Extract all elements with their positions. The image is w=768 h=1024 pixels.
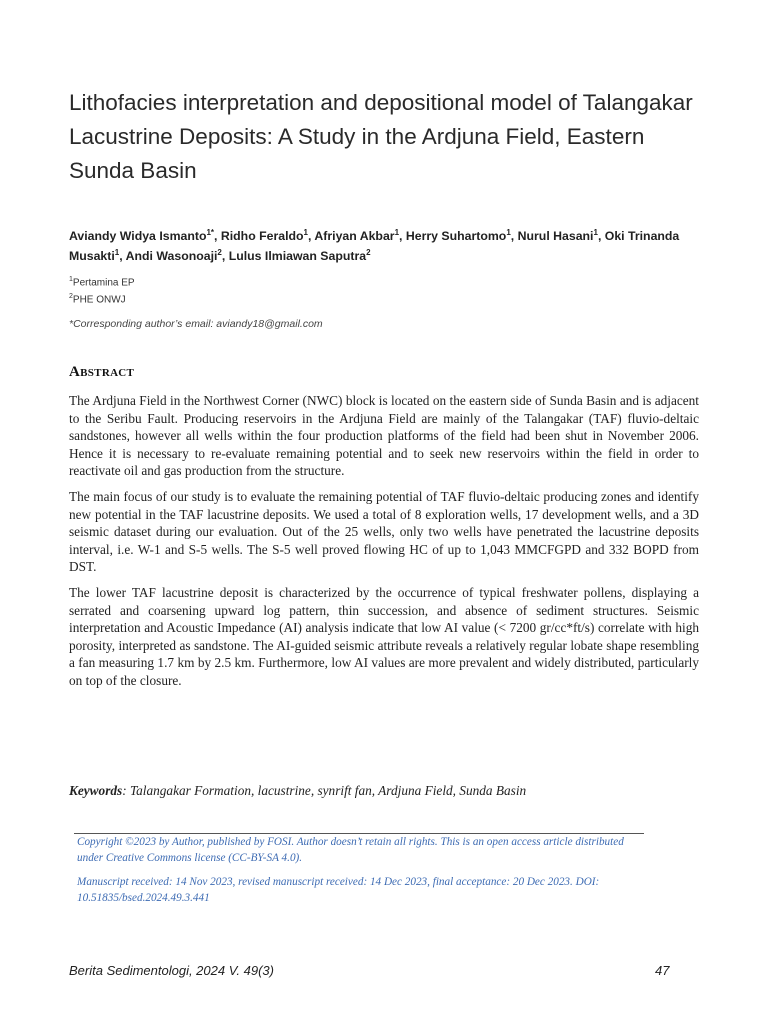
abstract-heading: Abstract xyxy=(69,364,135,380)
article-title: Lithofacies interpretation and depositional model of Talangakar Lacustrine Deposits: A Study in the Ardjuna Field, Eastern Sunda Basin xyxy=(69,90,693,183)
author: Nurul Hasani$^1$, xyxy=(517,227,605,243)
author: Herry Suhartomo$^1$, xyxy=(405,227,518,243)
author: Oki Trinanda Musakti$^1$, xyxy=(69,229,680,263)
keywords xyxy=(69,783,526,799)
author: Afriyan Akbar$^1$, xyxy=(314,227,406,243)
page-number: 47 xyxy=(655,963,670,978)
author: Lulus Ilmiawan Saputra$^2$ xyxy=(228,247,371,263)
manuscript-info: Manuscript received: 14 Nov 2023, revised manuscript received: 14 Dec 2023, final acceptance: 20 Dec 2023. DOI: 10.51835/bsed.2024.49.3.441 xyxy=(77,876,600,904)
journal-citation: Berita Sedimentologi, 2024 V. 49(3) xyxy=(69,963,274,978)
corresponding-email: *Corresponding author’s email: aviandy18@gmail.com xyxy=(69,318,323,330)
affiliation: $^2$PHE ONWJ xyxy=(69,293,126,306)
copyright-notice: Copyright ©2023 by Author, published by FOSI. Author doesn’t retain all rights. This is an open access article distributed under Creative Commons license (CC-BY-SA 4.0). xyxy=(77,836,624,864)
author: Andi Wasonoaji$^2$, xyxy=(125,247,229,263)
affiliation: $^1$Pertamina EP xyxy=(69,276,135,289)
abstract-paragraph: The Ardjuna Field in the Northwest Corner (NWC) block is located on the eastern side of Sunda Basin and is adjacent to the Seribu Fault. Producing reservoirs in the Ardjuna Field are mainly of the Talangakar (TAF) fluvio-deltaic sandstones, however all wells within the four production platforms of the field had been shut in November 2006. Hence it is necessary to re-evaluate remaining potential and to seek new reservoirs within the field in order to reactivate oil and gas production from the structure. xyxy=(69,393,699,479)
abstract-body xyxy=(69,392,699,698)
author: Aviandy Widya Ismanto$^{1*}$, xyxy=(69,227,221,243)
abstract-paragraph: The main focus of our study is to evaluate the remaining potential of TAF fluvio-deltaic producing zones and identify new potential in the TAF lacustrine deposits. We used a total of 8 exploration wells, 17 development wells, and a 3D seismic dataset during our evaluation. Out of the 25 wells, only two wells have penetrated the lacustrine deposits interval, i.e. W-1 and S-5 wells. The S-5 well proved flowing HC of up to 1,043 MMCFGPD and 332 BOPD from DST. xyxy=(69,488,699,575)
author: Ridho Feraldo$^1$, xyxy=(220,227,315,243)
abstract-paragraph: The lower TAF lacustrine deposit is characterized by the occurrence of typical freshwater pollens, displaying a serrated and coarsening upward log pattern, thin succession, and absence of sediment structures. Seismic interpretation and Acoustic Impedance (AI) analysis indicate that low AI value (< 7200 gr/cc*ft/s) correlate with high porosity, interpreted as sandstone. The AI-guided seismic attribute reveals a relatively regular lobate shape resembling a fan measuring 1.7 km by 2.5 km. Furthermore, low AI values are more prevalent and widely distributed, particularly on top of the closure. xyxy=(69,584,699,688)
author-list xyxy=(69,226,699,266)
keywords-list: : Talangakar Formation, lacustrine, synrift fan, Ardjuna Field, Sunda Basin xyxy=(122,783,527,798)
keywords-label: Keywords xyxy=(69,783,123,798)
